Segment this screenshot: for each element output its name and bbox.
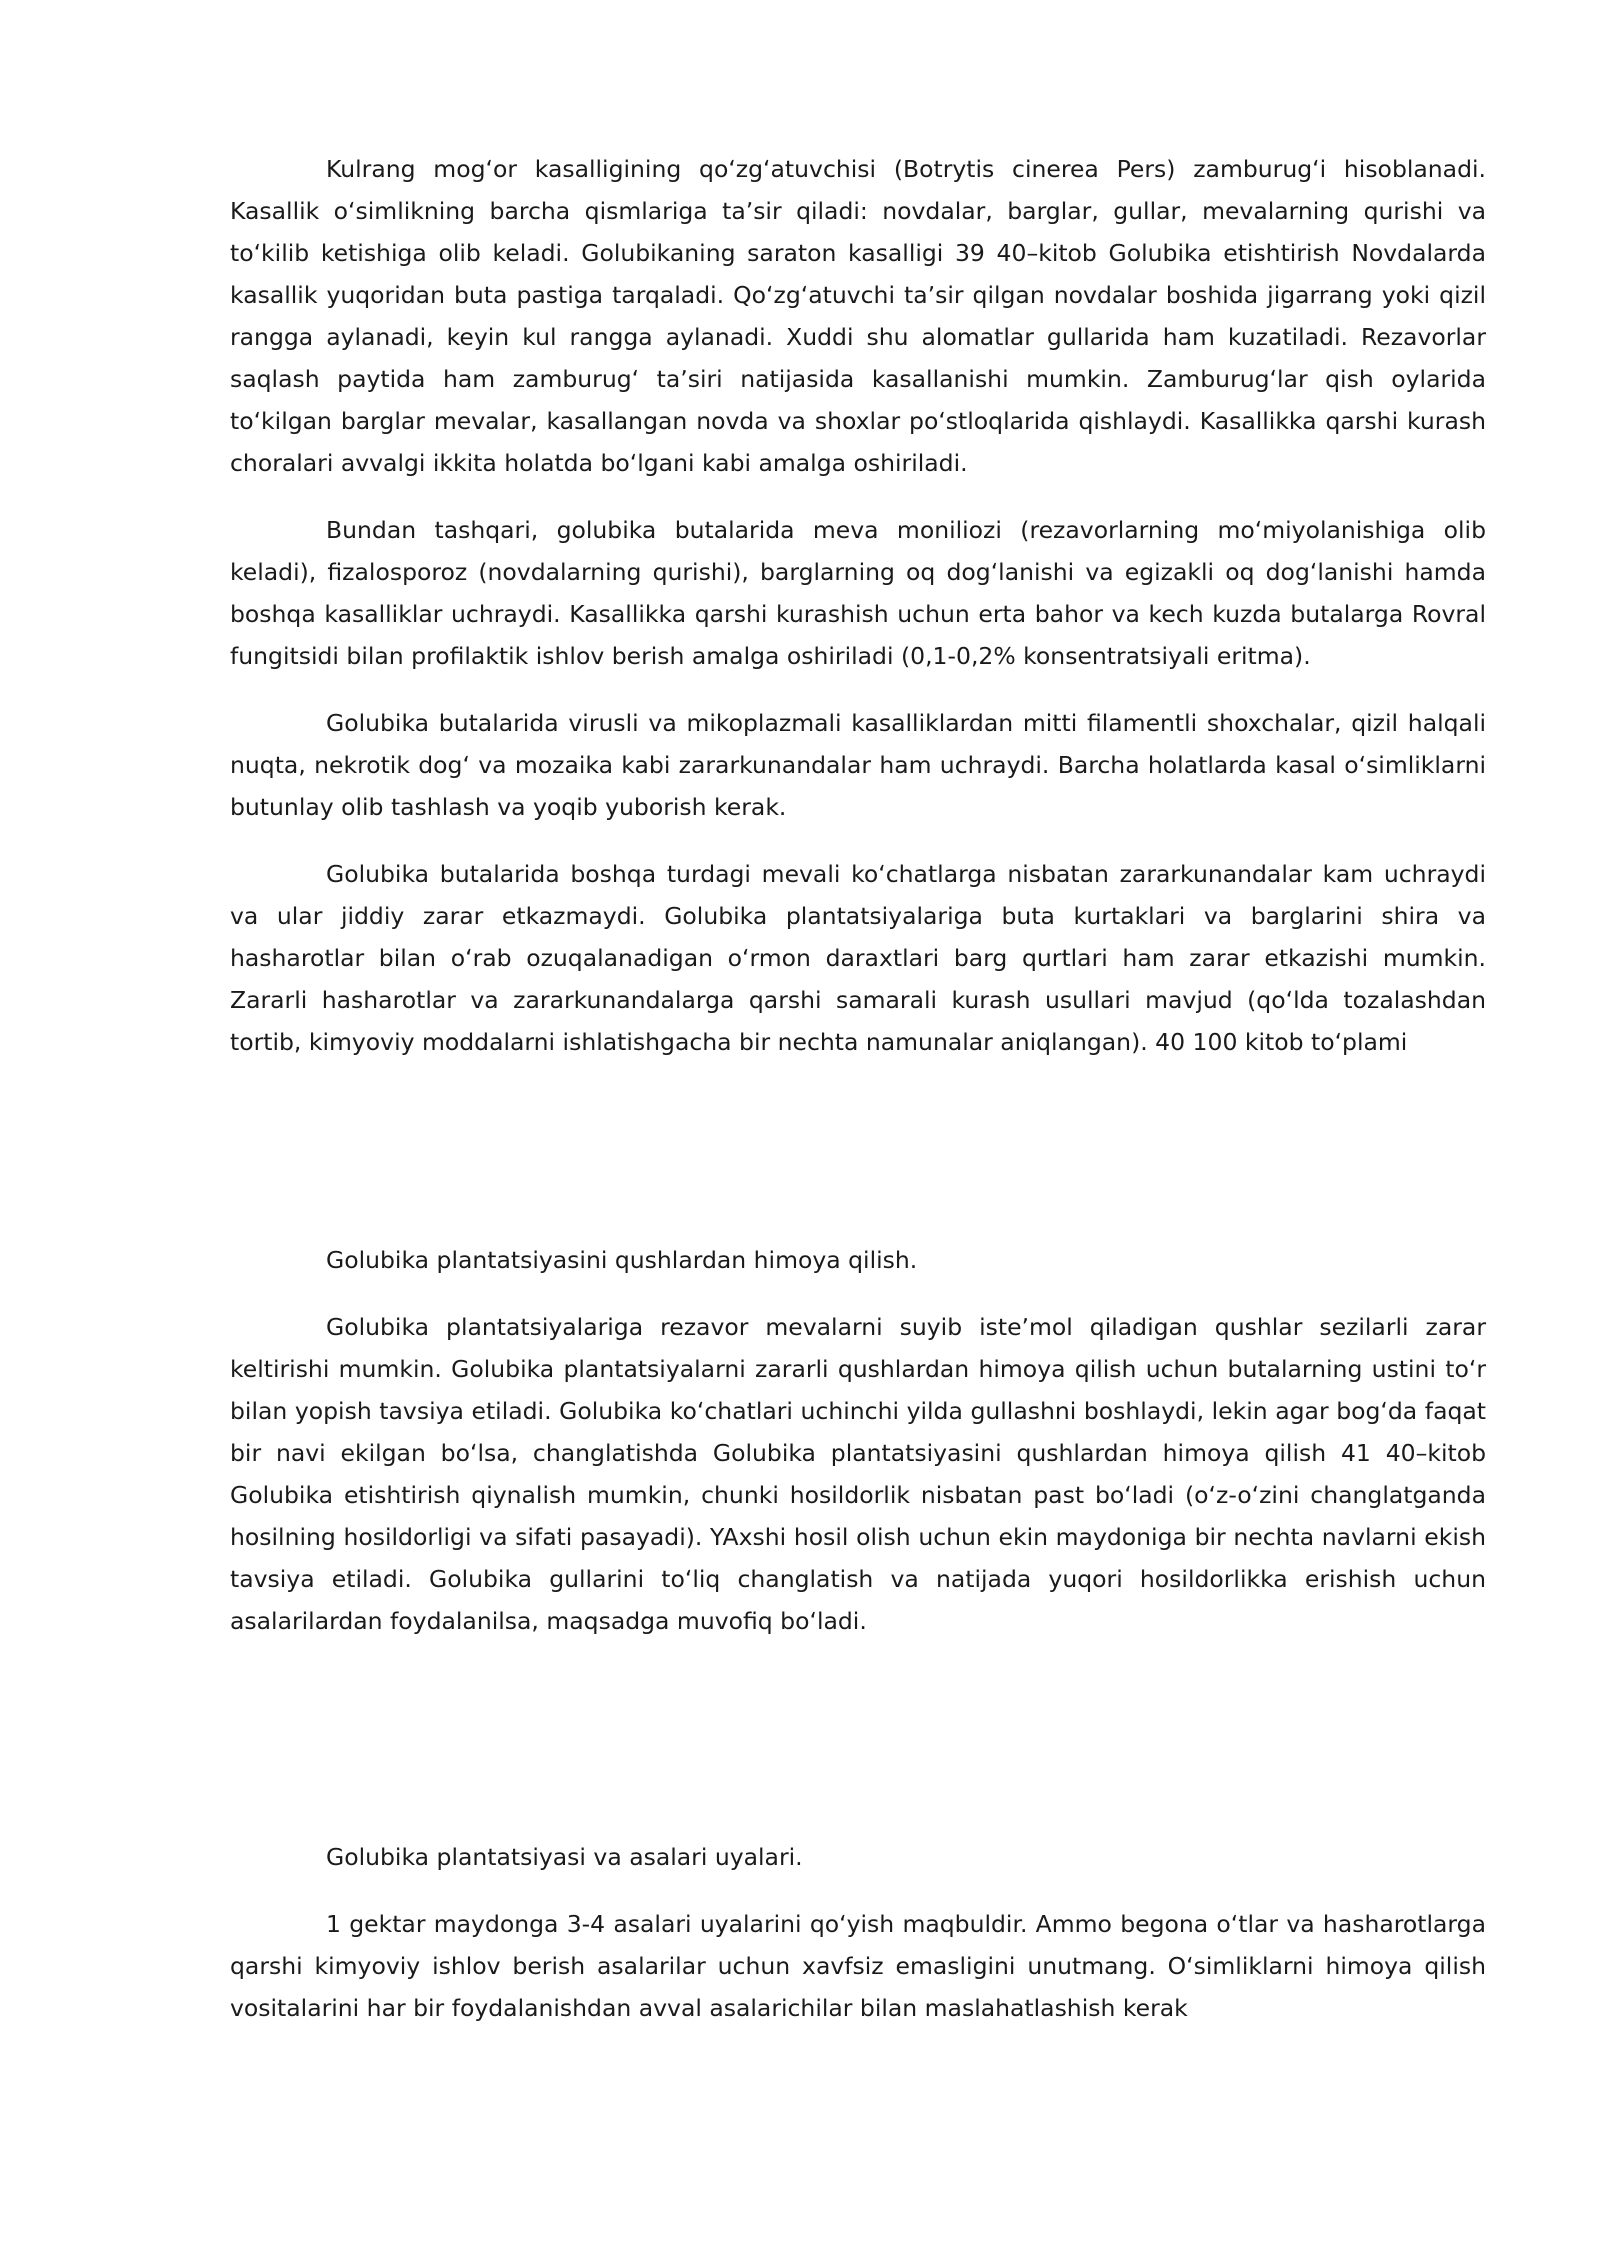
blank-space bbox=[230, 1088, 1486, 1239]
document-page bbox=[230, 148, 1486, 2054]
paragraph-viral-diseases: Golubika butalarida virusli va mikoplazmali kasalliklardan mitti filamentli shoxchalar, qizil halqali nuqta, nekrotik dogʻ va mozaika kabi zararkunandalar ham uchraydi. Barcha holatlarda kasal oʻsimliklarni butunlay olib tashlash va yoqib yuborish kerak. bbox=[230, 709, 1486, 821]
paragraph-other-diseases: Bundan tashqari, golubika butalarida meva moniliozi (rezavorlarning moʻmiyolanishiga olib keladi), fizalosporoz (novdalarning qurishi), barglarning oq dogʻlanishi va egizakli oq dogʻlanishi hamda boshqa kasalliklar uchraydi. Kasallikka qarshi kurashish uchun erta bahor va kech kuzda butalarga Rovral fungitsidi bilan profilaktik ishlov berish amalga oshiriladi (0,1-0,2% konsentratsiyali eritma). bbox=[230, 516, 1486, 670]
section-heading-bees: Golubika plantatsiyasi va asalari uyalari. bbox=[326, 1843, 803, 1871]
section-heading-birds: Golubika plantatsiyasini qushlardan himoya qilish. bbox=[326, 1246, 918, 1274]
paragraph-birds: Golubika plantatsiyalariga rezavor mevalarni suyib isteʼmol qiladigan qushlar sezilarli zarar keltirishi mumkin. Golubika plantatsiyalarni zararli qushlardan himoya qilish uchun butalarning ustini toʻr bilan yopish tavsiya etiladi. Golubika koʻchatlari uchinchi yilda gullashni boshlaydi, lekin agar bogʻda faqat bir navi ekilgan boʻlsa, changlatishda Golubika plantatsiyasini qushlardan himoya qilish 41 40–kitob Golubika etishtirish qiynalish mumkin, chunki hosildorlik nisbatan past boʻladi (oʻz-oʻzini changlatganda hosilning hosildorligi va sifati pasayadi). YAxshi hosil olish uchun ekin maydoniga bir nechta navlarni ekish tavsiya etiladi. Golubika gullarini toʻliq changlatish va natijada yuqori hosildorlikka erishish uchun asalarilardan foydalanilsa, maqsadga muvofiq boʻladi. bbox=[230, 1313, 1486, 1635]
paragraph-pests: Golubika butalarida boshqa turdagi mevali koʻchatlarga nisbatan zararkunandalar kam uchraydi va ular jiddiy zarar etkazmaydi. Golubika plantatsiyalariga buta kurtaklari va barglarini shira va hasharotlar bilan oʻrab ozuqalanadigan oʻrmon daraxtlari barg qurtlari ham zarar etkazishi mumkin. Zararli hasharotlar va zararkunandalarga qarshi samarali kurash usullari mavjud (qoʻlda tozalashdan tortib, kimyoviy moddalarni ishlatishgacha bir nechta namunalar aniqlangan). 40 100 kitob toʻplami bbox=[230, 860, 1486, 1056]
paragraph-bees: 1 gektar maydonga 3-4 asalari uyalarini qoʻyish maqbuldir. Ammo begona oʻtlar va hasharotlarga qarshi kimyoviy ishlov berish asalarilar uchun xavfsiz emasligini unutmang. Oʻsimliklarni himoya qilish vositalarini har bir foydalanishdan avval asalarichilar bilan maslahatlashish kerak bbox=[230, 1910, 1486, 2022]
paragraph-gray-mold: Kulrang mogʻor kasalligining qoʻzgʻatuvchisi (Botrytis cinerea Pers) zamburugʻi hisoblanadi. Kasallik oʻsimlikning barcha qismlariga taʼsir qiladi: novdalar, barglar, gullar, mevalarning qurishi va toʻkilib ketishiga olib keladi. Golubikaning saraton kasalligi 39 40–kitob Golubika etishtirish Novdalarda kasallik yuqoridan buta pastiga tarqaladi. Qoʻzgʻatuvchi taʼsir qilgan novdalar boshida jigarrang yoki qizil rangga aylanadi, keyin kul rangga aylanadi. Xuddi shu alomatlar gullarida ham kuzatiladi. Rezavorlar saqlash paytida ham zamburugʻ taʼsiri natijasida kasallanishi mumkin. Zamburugʻlar qish oylarida toʻkilgan barglar mevalar, kasallangan novda va shoxlar poʻstloqlarida qishlaydi. Kasallikka qarshi kurash choralari avvalgi ikkita holatda boʻlgani kabi amalga oshiriladi. bbox=[230, 155, 1486, 477]
blank-space bbox=[230, 1667, 1486, 1836]
